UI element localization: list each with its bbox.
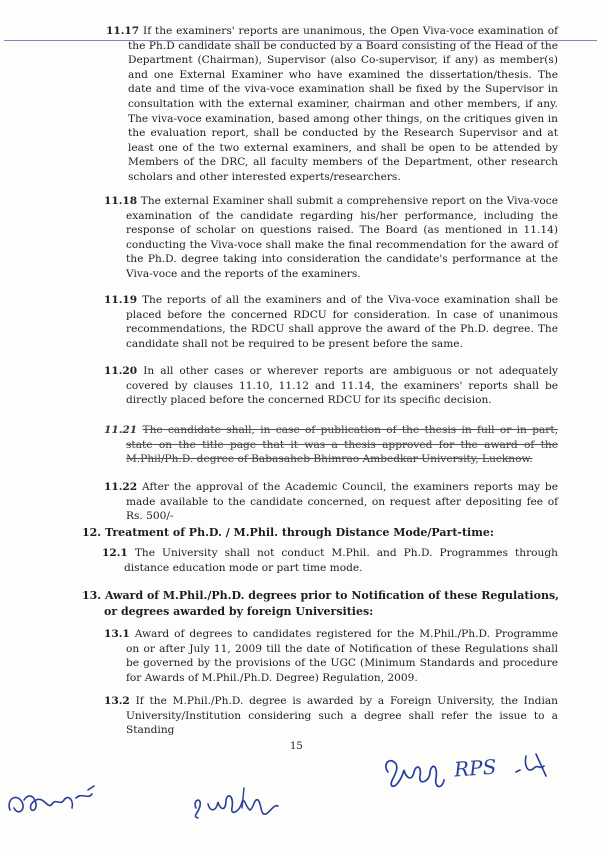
- section-13-heading: 13. Award of M.Phil./Ph.D. degrees prior to Notification of these Regulations, or degrees awarded by foreign Universities:: [82, 589, 559, 618]
- clause-text: If the M.Phil./Ph.D. degree is awarded by a Foreign University, the Indian University/Institution considering such a degree shall refer the issue to a Standing: [126, 695, 558, 737]
- signature-left: [2, 770, 112, 830]
- clause-number: 11.17: [106, 25, 140, 37]
- clause-number: 13.2: [104, 695, 130, 707]
- clause-number: 11.18: [104, 195, 138, 207]
- signature-rps-text: RPS: [453, 754, 498, 782]
- clause-13-1: [104, 627, 558, 685]
- clause-number: 11.22: [104, 481, 138, 493]
- signature-rps: [450, 746, 560, 790]
- clause-text: If the examiners' reports are unanimous, the Open Viva-voce examination of the Ph.D candidate shall be conducted by a Board consisting of the Head of the Department (Chairman), Supervisor (also Co-supervisor, if any) as member(s) and one External Examiner who have examined the dissertation/thesis. The date and time of the viva-voce examination shall be fixed by the Supervisor in consultation with the external examiner, chairman and other members, if any. The viva-voce examination, based among other things, on the critiques given in the evaluation report, shall be conducted by the Research Supervisor and at least one of the two external examiners, and shall be open to be attended by Members of the DRC, all faculty members of the Department, other research scholars and other interested experts/researchers.: [128, 25, 558, 183]
- clause-11-17: [106, 24, 558, 185]
- clause-number: 13.1: [104, 628, 130, 640]
- clause-text: After the approval of the Academic Council, the examiners reports may be made available to the candidate concerned, on request after depositing fee of Rs. 500/-: [126, 481, 558, 523]
- clause-11-19: [104, 293, 558, 351]
- section-12-heading: 12. Treatment of Ph.D. / M.Phil. through Distance Mode/Part-time:: [82, 526, 494, 539]
- clause-number: 12.1: [102, 547, 128, 559]
- signature-right-scribble: [378, 748, 458, 798]
- clause-11-21: [104, 423, 558, 467]
- clause-11-20: [104, 364, 558, 408]
- clause-number: 11.19: [104, 294, 138, 306]
- clause-11-22: [104, 480, 558, 524]
- clause-13-2: [104, 694, 558, 738]
- page-number: 15: [290, 741, 303, 752]
- clause-12-1: [102, 546, 558, 575]
- clause-text: The University shall not conduct M.Phil. and Ph.D. Programmes through distance education mode or part time mode.: [124, 547, 558, 574]
- clause-number: 11.21: [104, 424, 138, 436]
- clause-text: The candidate shall, in case of publication of the thesis in full or in part, state on the title page that it was a thesis approved for the award of the M.Phil/Ph.D. degree of Babasaheb Bhimrao Ambedkar University, Lucknow.: [126, 424, 558, 466]
- clause-text: The external Examiner shall submit a comprehensive report on the Viva-voce examination of the candidate regarding his/her performance, including the response of scholar on questions raised. The Board (as mentioned in 11.14) conducting the Viva-voce shall make the final recommendation for the award of the Ph.D. degree taking into consideration the candidate's performance at the Viva-voce and the reports of the examiners.: [126, 195, 558, 280]
- clause-text: In all other cases or wherever reports are ambiguous or not adequately covered by clauses 11.10, 11.12 and 11.14, the examiners' reports shall be directly placed before the concerned RDCU for its specific decision.: [126, 365, 558, 407]
- signature-middle: [190, 778, 290, 828]
- clause-number: 11.20: [104, 365, 138, 377]
- clause-11-18: [104, 194, 558, 282]
- clause-text: Award of degrees to candidates registered for the M.Phil./Ph.D. Programme on or after July 11, 2009 till the date of Notification of these Regulations shall be governed by the provisions of the UGC (Minimum Standards and procedure for Awards of M.Phil./Ph.D. Degree) Regulation, 2009.: [126, 628, 558, 684]
- clause-text: The reports of all the examiners and of the Viva-voce examination shall be placed before the concerned RDCU for consideration. In case of unanimous recommendations, the RDCU shall approve the award of the Ph.D. degree. The candidate shall not be required to be present before the same.: [126, 294, 558, 350]
